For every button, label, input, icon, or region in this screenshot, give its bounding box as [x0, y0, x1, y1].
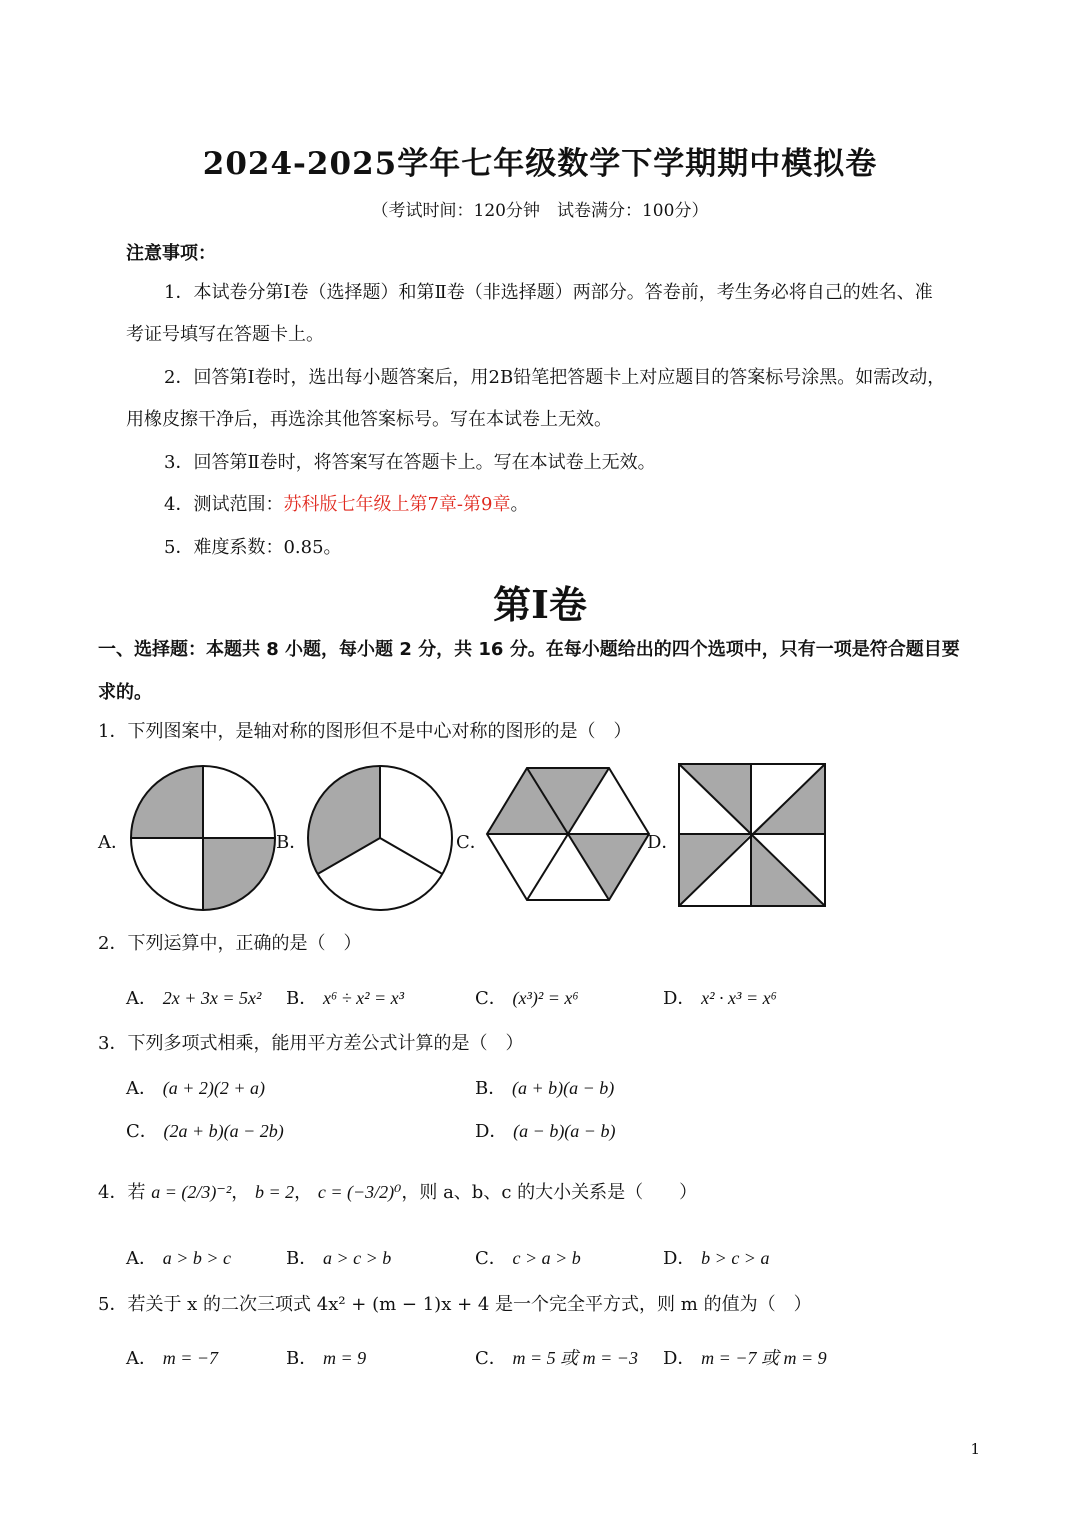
q2-option-a-label: A． [126, 988, 157, 1009]
q2-option-c-expr: (x³)² = x⁶ [512, 988, 579, 1008]
q3-option-c-expr: (2a + b)(a − 2b) [163, 1121, 284, 1141]
notice-item-3: 3．回答第Ⅱ卷时，将答案写在答题卡上。写在本试卷上无效。 [164, 452, 656, 473]
section-heading-line-2: 求的。 [98, 682, 152, 703]
q1-option-a-label: A． [98, 832, 129, 853]
question-3-stem: 3．下列多项式相乘，能用平方差公式计算的是（ ） [98, 1033, 524, 1054]
q4-option-d-label: D． [663, 1248, 696, 1269]
q5-option-c-expr: m = 5 或 m = −3 [512, 1348, 638, 1368]
q5-option-a-expr: m = −7 [162, 1348, 219, 1368]
q3-option-d [475, 1117, 615, 1143]
q4-a-expr: a = (2/3)⁻² [151, 1182, 232, 1202]
q5-option-b-label: B． [286, 1348, 318, 1369]
page-number: 1 [970, 1440, 980, 1458]
q3-option-c [126, 1117, 284, 1143]
q3-option-a-label: A． [126, 1078, 157, 1099]
q4-option-d-expr: b > c > a [701, 1248, 770, 1268]
q5-option-d [663, 1344, 827, 1370]
q4-option-b-label: B． [286, 1248, 318, 1269]
q5-option-a-label: A． [126, 1348, 157, 1369]
q3-option-a-expr: (a + 2)(2 + a) [162, 1078, 266, 1098]
q4-option-c-label: C． [475, 1248, 507, 1269]
q3-option-d-label: D． [475, 1121, 508, 1142]
question-2-stem: 2．下列运算中，正确的是（ ） [98, 933, 362, 954]
notice-item-2-line-1: 2．回答第Ⅰ卷时，选出每小题答案后，用2B铅笔把答题卡上对应题目的答案标号涂黑。如需改动， [164, 367, 946, 388]
question-4-stem: 4．若 a = (2/3)⁻²， b = 2， c = (−3/2)⁰，则 a、b、c 的大小关系是（ ） [98, 1182, 698, 1203]
q2-option-b-expr: x⁶ ÷ x² = x³ [322, 988, 405, 1008]
notice-item-1-line-2: 考证号填写在答题卡上。 [126, 324, 324, 345]
q2-option-d-expr: x² · x³ = x⁶ [701, 988, 777, 1008]
notice-item-4-suffix: 。 [510, 494, 529, 515]
question-1-stem: 1．下列图案中，是轴对称的图形但不是中心对称的图形的是（ ） [98, 721, 632, 742]
q4-option-c-expr: c > a > b [512, 1248, 581, 1268]
section-heading-line-1: 一、选择题：本题共 8 小题，每小题 2 分，共 16 分。在每小题给出的四个选项中，只有一项是符合题目要 [98, 639, 960, 660]
q3-option-b-expr: (a + b)(a − b) [511, 1078, 615, 1098]
q1-figure-b [305, 763, 455, 913]
q1-figure-a [128, 763, 278, 913]
notice-item-4-prefix: 4．测试范围： [164, 494, 284, 515]
q1-option-d-label: D． [647, 832, 680, 853]
q5-option-d-expr: m = −7 或 m = 9 [701, 1348, 827, 1368]
q4-b-expr: b = 2 [254, 1182, 295, 1202]
q2-option-b-label: B． [286, 988, 318, 1009]
q4-prefix: 4．若 [98, 1182, 146, 1203]
q4-option-b-expr: a > c > b [322, 1248, 392, 1268]
notice-item-2-line-2: 用橡皮擦干净后，再选涂其他答案标号。写在本试卷上无效。 [126, 409, 612, 430]
q4-option-a-expr: a > b > c [162, 1248, 232, 1268]
q3-option-c-label: C． [126, 1121, 158, 1142]
q5-option-c-label: C． [475, 1348, 507, 1369]
q1-option-c-label: C． [456, 832, 488, 853]
notice-item-4 [164, 493, 528, 517]
q5-option-b [286, 1344, 366, 1370]
q3-option-b [475, 1074, 614, 1100]
q4-c-expr: c = (−3/2)⁰ [317, 1182, 402, 1202]
q5-option-c [475, 1344, 638, 1370]
q4-suffix: ，则 a、b、c 的大小关系是（ ） [401, 1182, 698, 1203]
q5-option-a [126, 1344, 218, 1370]
q4-option-d [663, 1244, 769, 1270]
q4-option-a-label: A． [126, 1248, 157, 1269]
section-title: 第Ⅰ卷 [493, 582, 587, 627]
q2-option-c-label: C． [475, 988, 507, 1009]
q3-option-a [126, 1074, 265, 1100]
q1-figure-d [677, 762, 829, 910]
notice-heading: 注意事项： [126, 243, 216, 264]
exam-info: （考试时间：120分钟 试卷满分：100分） [371, 201, 709, 221]
q2-option-c [475, 984, 579, 1010]
q2-option-b [286, 984, 404, 1010]
q5-option-d-label: D． [663, 1348, 696, 1369]
q3-option-b-label: B． [475, 1078, 507, 1099]
page-title: 2024-2025学年七年级数学下学期期中模拟卷 [202, 146, 878, 182]
q2-option-a [126, 984, 261, 1010]
q4-option-c [475, 1244, 581, 1270]
notice-item-1-line-1: 1．本试卷分第Ⅰ卷（选择题）和第Ⅱ卷（非选择题）两部分。答卷前，考生务必将自己的姓名、准 [164, 282, 933, 303]
q2-option-d [663, 984, 777, 1010]
q4-option-b [286, 1244, 391, 1270]
q5-option-b-expr: m = 9 [322, 1348, 367, 1368]
q2-option-a-expr: 2x + 3x = 5x² [162, 988, 262, 1008]
notice-item-5: 5．难度系数：0.85。 [164, 537, 342, 558]
q1-figure-c [484, 766, 654, 908]
q4-option-a [126, 1244, 231, 1270]
question-5-stem: 5．若关于 x 的二次三项式 4x² + (m − 1)x + 4 是一个完全平方式，则 m 的值为（ ） [98, 1294, 812, 1315]
q2-option-d-label: D． [663, 988, 696, 1009]
test-range: 苏科版七年级上第7章-第9章 [283, 494, 511, 515]
q3-option-d-expr: (a − b)(a − b) [513, 1121, 616, 1141]
q1-option-b-label: B． [276, 832, 308, 853]
